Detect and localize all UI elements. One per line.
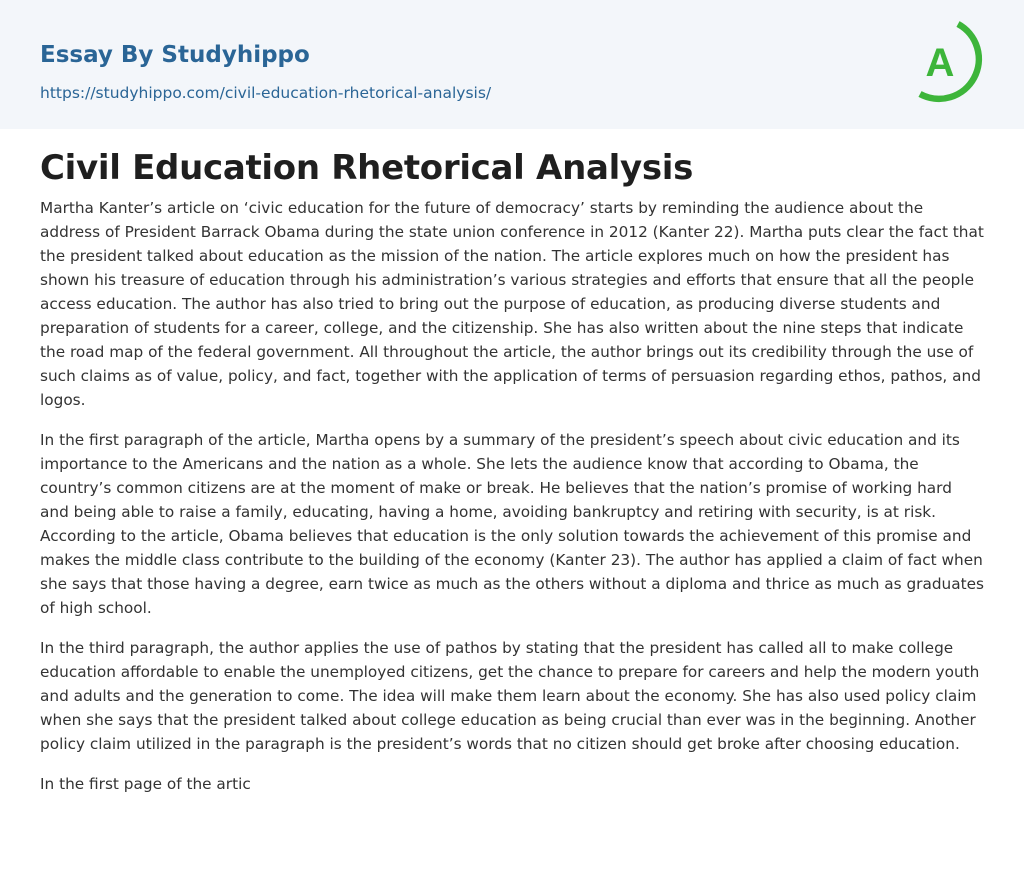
studyhippo-logo-icon <box>906 18 988 106</box>
essay-paragraph-truncated: In the first page of the artic <box>40 775 251 793</box>
source-url-link[interactable]: https://studyhippo.com/civil-education-rhetorical-analysis/ <box>40 84 492 102</box>
page-header <box>0 0 1024 129</box>
essay-paragraph: In the third paragraph, the author applies the use of pathos by stating that the president has called all to make college education affordable to enable the unemployed citizens, get the chance to prepare for careers and help the modern youth and adults and the generation to come. The idea will make them learn about the economy. She has also used policy claim when she says that the president talked about college education as being crucial than ever was in the beginning. Another policy claim utilized in the paragraph is the president’s words that no citizen should get broke after choosing education. <box>40 639 980 753</box>
logo-letter: A <box>925 41 955 85</box>
essay-content <box>40 140 984 812</box>
site-title: Essay By Studyhippo <box>40 42 310 68</box>
essay-paragraph: Martha Kanter’s article on ‘civic education for the future of democracy’ starts by reminding the audience about the address of President Barrack Obama during the state union conference in 2012 (Kanter 22). Martha puts clear the fact that the president talked about education as the mission of the nation. The article explores much on how the president has shown his treasure of education through his administration’s various strategies and efforts that ensure that all the people access education. The author has also tried to bring out the purpose of education, as producing diverse students and preparation of students for a career, college, and the citizenship. She has also written about the nine steps that indicate the road map of the federal government. All throughout the article, the author brings out its credibility through the use of such claims as of value, policy, and fact, together with the application of terms of persuasion regarding ethos, pathos, and logos. <box>40 199 984 409</box>
essay-title: Civil Education Rhetorical Analysis <box>40 148 694 188</box>
essay-paragraph: In the first paragraph of the article, Martha opens by a summary of the president’s speech about civic education and its importance to the Americans and the nation as a whole. She lets the audience know that according to Obama, the country’s common citizens are at the moment of make or break. He believes that the nation’s promise of working hard and being able to raise a family, educating, having a home, avoiding bankruptcy and retiring with security, is at risk. According to the article, Obama believes that education is the only solution towards the achievement of this promise and makes the middle class contribute to the building of the economy (Kanter 23). The author has applied a claim of fact when she says that those having a degree, earn twice as much as the others without a diploma and thrice as much as graduates of high school. <box>40 431 985 617</box>
